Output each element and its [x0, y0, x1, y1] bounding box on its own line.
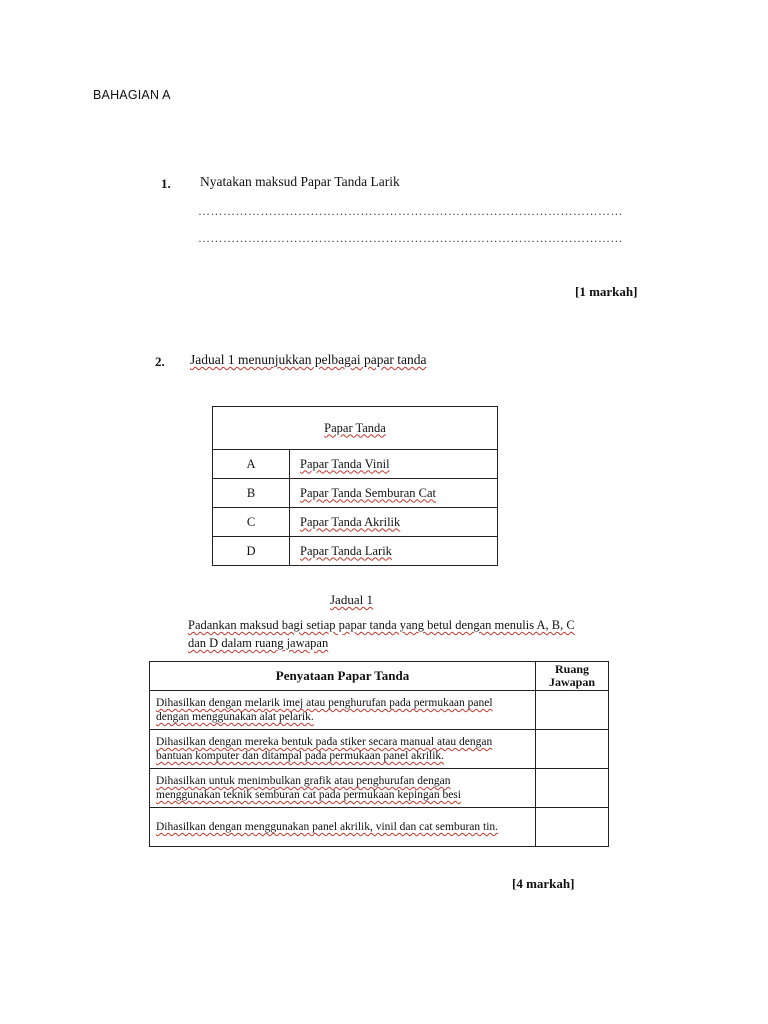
table1-letter: D — [213, 537, 290, 566]
answer-cell[interactable] — [536, 808, 609, 847]
papar-tanda-table — [212, 406, 498, 566]
question-2-number: 2. — [155, 354, 165, 369]
question-1-number: 1. — [161, 176, 171, 191]
answer-table-header-answer: Ruang Jawapan — [536, 662, 609, 691]
table-row — [150, 769, 609, 808]
question-2-marks: [4 markah] — [512, 876, 575, 891]
table1-caption: Jadual 1 — [330, 592, 373, 607]
answer-line-1: ………………………………………………………………………………………… — [198, 204, 623, 218]
answer-table-header-statement: Penyataan Papar Tanda — [150, 662, 536, 691]
answer-cell[interactable] — [536, 730, 609, 769]
statement-cell: Dihasilkan untuk menimbulkan grafik atau penghurufan dengan menggunakan teknik semburan cat pada permukaan kepingan besi — [150, 769, 536, 808]
answer-cell[interactable] — [536, 691, 609, 730]
table1-letter: A — [213, 450, 290, 479]
table1-name: Papar Tanda Semburan Cat — [290, 479, 498, 508]
answer-line-2: ………………………………………………………………………………………… — [198, 231, 623, 245]
table-row — [213, 508, 498, 537]
statement-cell: Dihasilkan dengan mereka bentuk pada stiker secara manual atau dengan bantuan komputer dan ditampal pada permukaan panel akrilik. — [150, 730, 536, 769]
table1-name: Papar Tanda Vinil — [290, 450, 498, 479]
section-title: BAHAGIAN A — [93, 88, 171, 102]
answer-cell[interactable] — [536, 769, 609, 808]
table-row — [150, 691, 609, 730]
table1-header: Papar Tanda — [213, 407, 498, 450]
instruction-line-2: dan D dalam ruang jawapan — [188, 636, 329, 650]
table-row — [150, 730, 609, 769]
table-row — [213, 537, 498, 566]
question-2-intro: Jadual 1 menunjukkan pelbagai papar tanda — [190, 352, 427, 367]
table-row — [150, 808, 609, 847]
table1-name: Papar Tanda Larik — [290, 537, 498, 566]
table1-name: Papar Tanda Akrilik — [290, 508, 498, 537]
table1-letter: C — [213, 508, 290, 537]
statement-cell: Dihasilkan dengan menggunakan panel akrilik, vinil dan cat semburan tin. — [150, 808, 536, 847]
question-1-text: Nyatakan maksud Papar Tanda Larik — [200, 174, 400, 189]
answer-table — [149, 661, 609, 847]
instruction-line-1: Padankan maksud bagi setiap papar tanda yang betul dengan menulis A, B, C — [188, 618, 575, 632]
table-row — [213, 479, 498, 508]
statement-cell: Dihasilkan dengan melarik imej atau penghurufan pada permukaan panel dengan menggunakan alat pelarik. — [150, 691, 536, 730]
table1-letter: B — [213, 479, 290, 508]
question-1-marks: [1 markah] — [575, 284, 638, 299]
table-row — [213, 450, 498, 479]
